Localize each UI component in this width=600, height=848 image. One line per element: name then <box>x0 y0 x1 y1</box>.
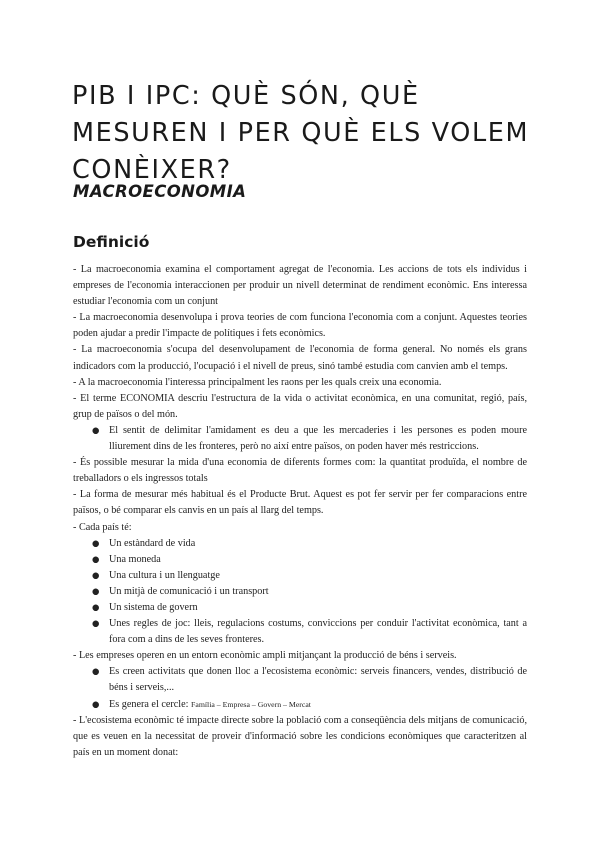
paragraph: - Cada país té: <box>73 521 132 533</box>
cercle-label: Es genera el cercle: <box>109 698 192 710</box>
paragraph: - La macroeconomia examina el comportament agregat de l'economia. Les accions de tots els individus i empreses de l'economia interaccionen per produir un nivell determinat de rendiment econòmic. Ens interessa estudiar l'economia com un conjunt <box>73 264 527 308</box>
paragraph: - La macroeconomia desenvolupa i prova teories de com funciona l'economia com a conjunt. Aquestes teories poden ajudar a predir l'impacte de polítiques i fets econòmics. <box>73 312 527 340</box>
document-title: PIB I IPC: QUÈ SÓN, QUÈ MESUREN I PER QUÈ ELS VOLEM CONÈIXER? <box>72 81 530 185</box>
list-item: ● Un mitjà de comunicació i un transport <box>109 584 527 600</box>
paragraph: - La macroeconomia s'ocupa del desenvolupament de l'economia de forma general. No només els grans indicadors com la producció, l'ocupació i el nivell de preus, sinó també estudia com canvien amb el temps. <box>73 344 527 372</box>
paragraph: - A la macroeconomia l'interessa principalment les raons per les quals creix una economia. <box>73 376 442 388</box>
paragraph: - La forma de mesurar més habitual és el Producte Brut. Aquest es pot fer servir per fer comparacions entre països, o bé comparar els canvis en un país al llarg del temps. <box>73 489 527 517</box>
list-item: ● Una cultura i un llenguatge <box>109 568 527 584</box>
list-item: ● Un estàndard de vida <box>109 536 527 552</box>
list-item: ● Unes regles de joc: lleis, regulacions costums, conviccions per conduir l'activitat econòmica, tant a fora com a dins de les seves fronteres. <box>109 616 527 648</box>
section-heading: MACROECONOMIA <box>73 182 247 201</box>
paragraph: - L'ecosistema econòmic té impacte directe sobre la població com a conseqüència dels mitjans de comunicació, que es veuen en la necessitat de proveir d'informació sobre les condicions econòmiques que caracteritzen al país en un moment donat: <box>73 714 527 758</box>
list-item: ● Es creen activitats que donen lloc a l'ecosistema econòmic: serveis financers, vendes, distribució de béns i serveis,... <box>109 664 527 696</box>
list-item: ● Una moneda <box>109 552 527 568</box>
subsection-heading: Definició <box>73 233 150 251</box>
list-item: ● El sentit de delimitar l'amidament es deu a que les mercaderies i les persones es poden moure lliurement dins de les fronteres, però no així entre països, on poden haver més restriccions. <box>109 423 527 455</box>
bullet-list <box>73 423 527 455</box>
cercle-chain: Família – Empresa – Govern – Mercat <box>191 699 311 709</box>
list-item: ● Un sistema de govern <box>109 600 527 616</box>
bullet-list <box>73 664 527 712</box>
paragraph: - El terme ECONOMIA descriu l'estructura de la vida o activitat econòmica, en una comunitat, regió, país, grup de països o del món. <box>73 392 527 420</box>
document-body <box>73 262 527 761</box>
paragraph: - Les empreses operen en un entorn econòmic ampli mitjançant la producció de béns i serveis. <box>73 650 457 662</box>
bullet-list <box>73 536 527 649</box>
list-item <box>109 697 527 713</box>
paragraph: - És possible mesurar la mida d'una economia de diferents formes com: la quantitat produïda, el nombre de treballadors o els ingressos totals <box>73 457 527 485</box>
